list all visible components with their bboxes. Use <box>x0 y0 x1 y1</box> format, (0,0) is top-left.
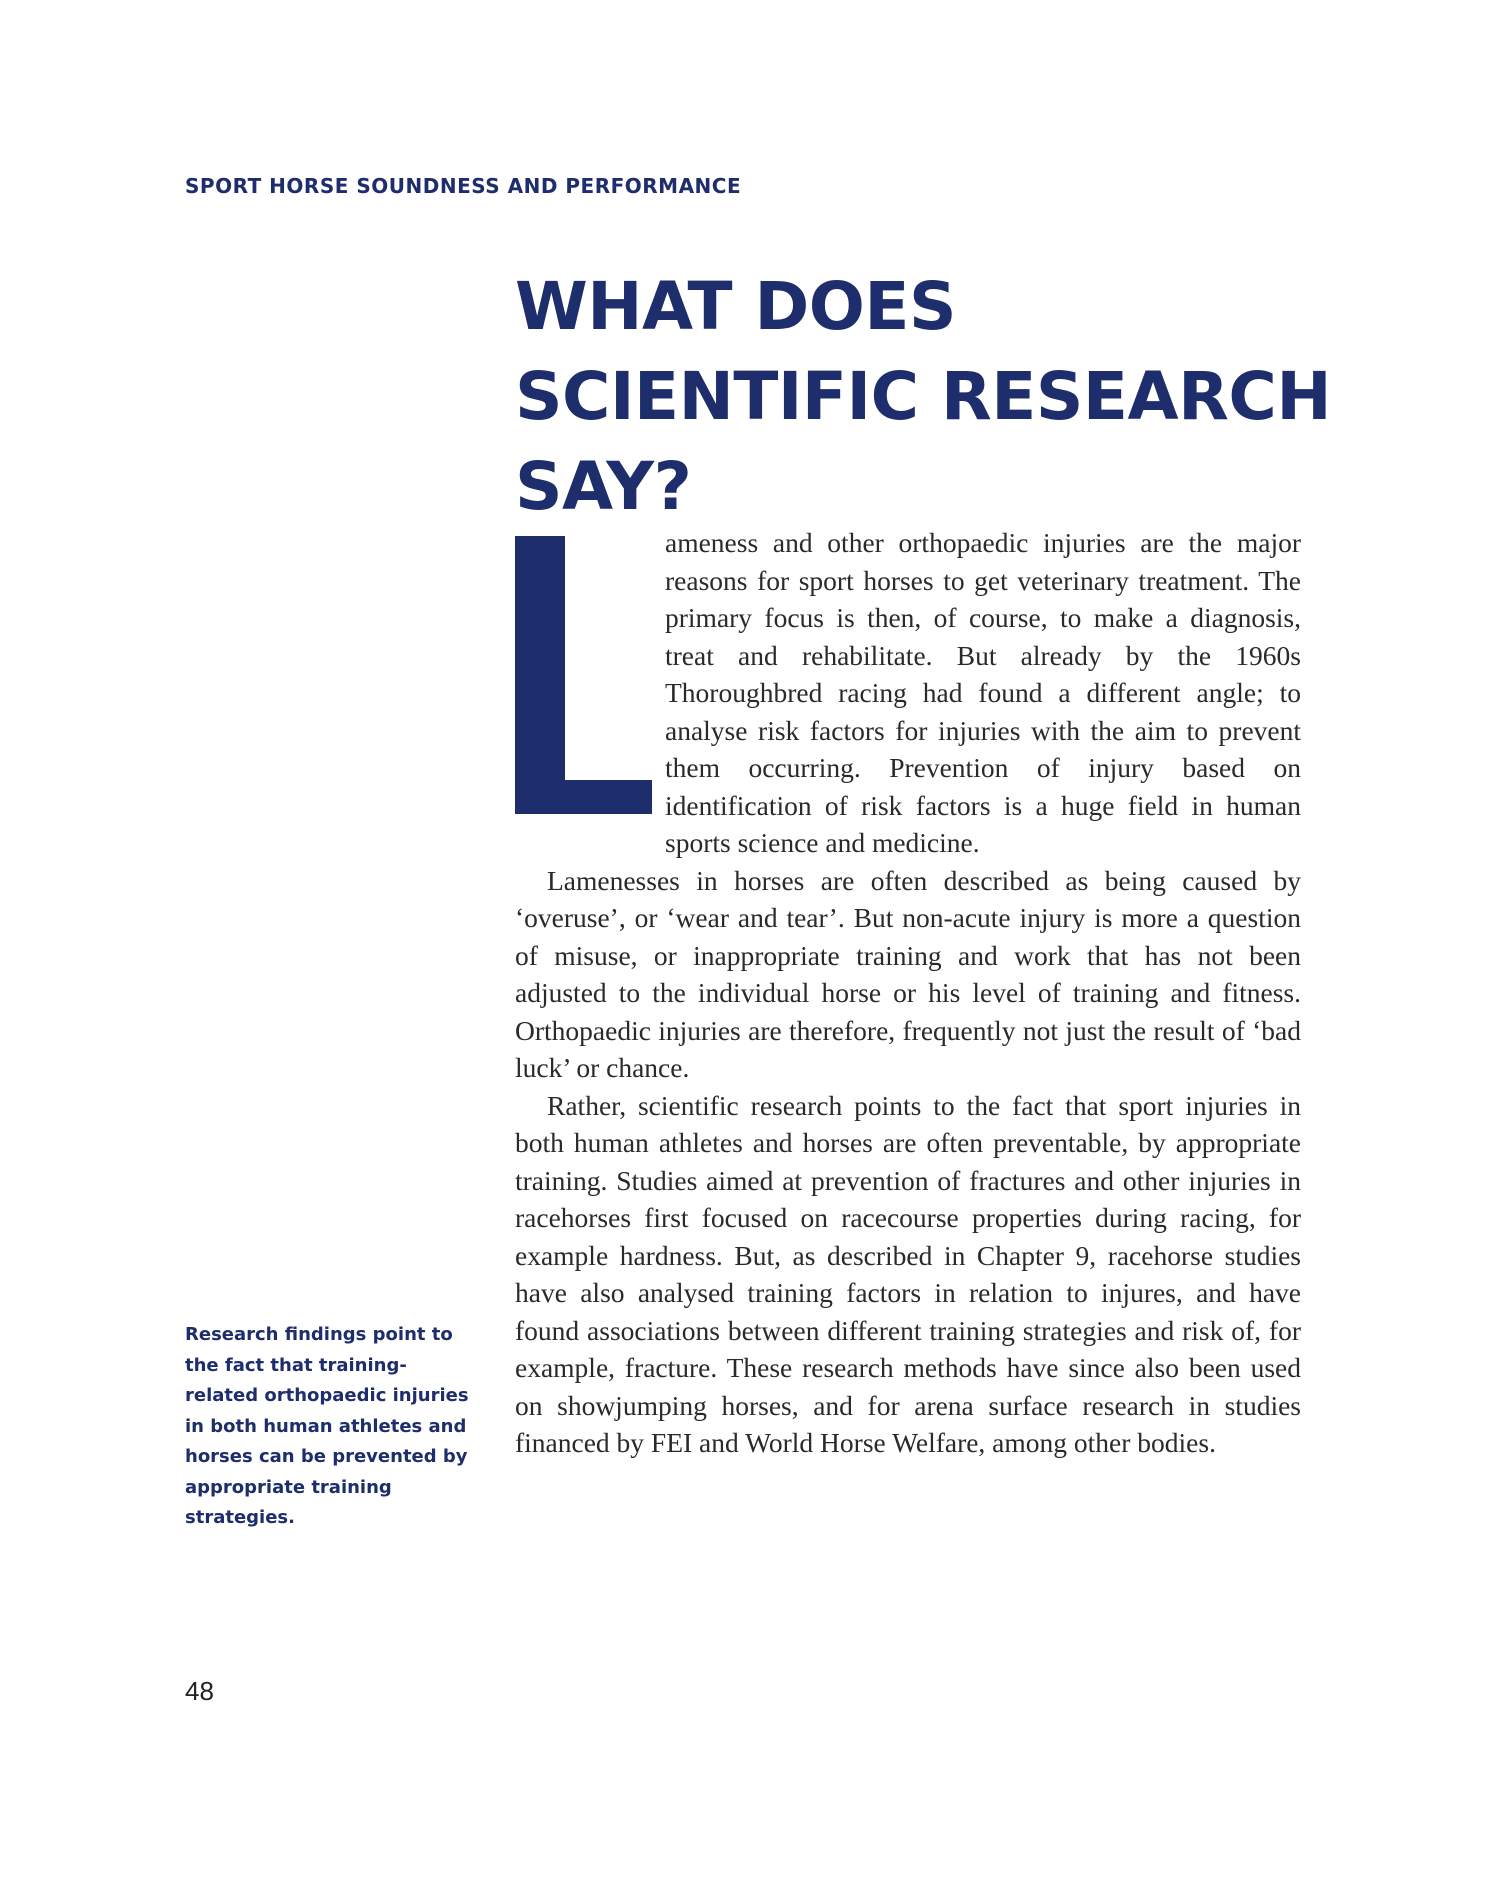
body-paragraph-2: Lamenesses in horses are often described as being caused by ‘overuse’, or ‘wear and tear’. But non-acute injury is more a question of misuse, or inappropriate training and work that has not been adjusted to the individual horse or his level of training and fitness. Orthopaedic injuries are therefore, frequently not just the result of ‘bad luck’ or chance. <box>515 864 1301 1083</box>
body-paragraph-1: ameness and other orthopaedic injuries are the major reasons for sport horses to get veterinary treatment. The primary focus is then, of course, to make a diagnosis, treat and rehabilitate. But already by the 1960s Thoroughbred racing had found a different angle; to analyse risk factors for injuries with the aim to prevent them occurring. Prevention of injury based on identification of risk factors is a huge field in human sports science and medicine. <box>665 527 1301 858</box>
page-title: WHAT DOES SCIENTIFIC RESEARCH SAY? <box>515 268 1332 525</box>
drop-cap-foot <box>515 780 652 814</box>
sidebar-pull-quote: Research findings point to the fact that training-related orthopaedic injuries in both human athletes and horses can be prevented by appropriate training strategies. <box>185 1324 469 1528</box>
body-column <box>515 524 1301 1462</box>
drop-cap-stem <box>515 536 565 814</box>
page-number: 48 <box>185 1676 214 1706</box>
drop-cap <box>515 536 665 826</box>
running-head: SPORT HORSE SOUNDNESS AND PERFORMANCE <box>185 174 742 198</box>
body-paragraph-3: Rather, scientific research points to the fact that sport injuries in both human athletes and horses are often preventable, by appropriate training. Studies aimed at prevention of fractures and other injuries in racehorses first focused on racecourse properties during racing, for example hardness. But, as described in Chapter 9, racehorse studies have also analysed training factors in relation to injures, and have found associations between different training strategies and risk of, for example, fracture. These research methods have since also been used on showjumping horses, and for arena surface research in studies financed by FEI and World Horse Welfare, among other bodies. <box>515 1089 1301 1458</box>
